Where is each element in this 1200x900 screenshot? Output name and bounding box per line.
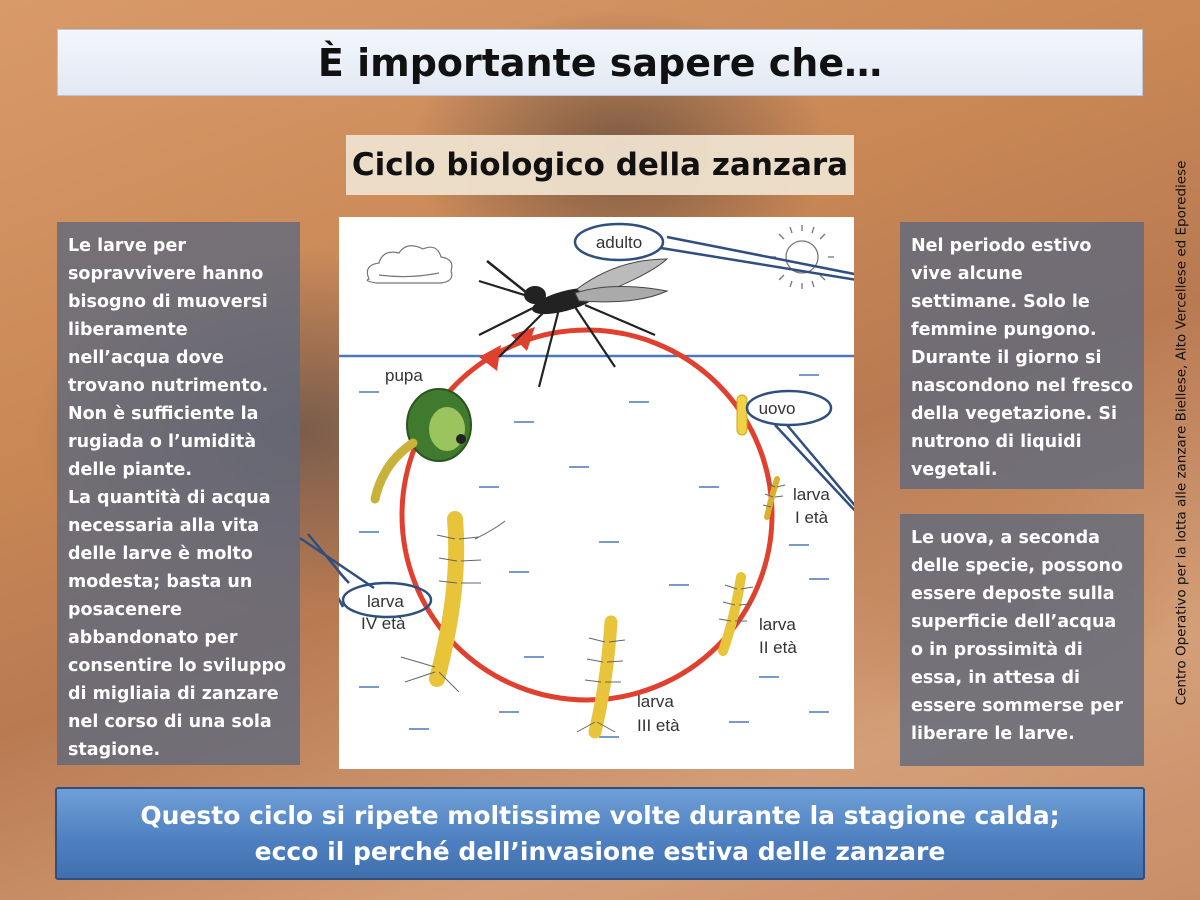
bottom-banner (55, 787, 1145, 880)
larva-3-icon (577, 622, 625, 732)
sun-icon (770, 225, 834, 289)
adult-mosquito-icon (479, 259, 667, 387)
life-cycle-svg (339, 217, 854, 769)
cloud-icon (367, 246, 452, 283)
pupa-icon (375, 389, 471, 499)
diagram-title: Ciclo biologico della zanzara (346, 135, 854, 195)
bottom-banner-line-1: Questo ciclo si ripete moltissime volte durante la stagione calda; (140, 800, 1060, 830)
label-larva4-line1: larva (367, 592, 404, 611)
side-credit-text: Centro Operativo per la lotta alle zanzare Biellese, Alto Vercellese ed Eporediese (1173, 160, 1190, 705)
label-pupa: pupa (385, 366, 423, 385)
larva-2-icon (719, 577, 753, 651)
bottom-banner-line-2: ecco il perché dell’invasione estiva delle zanzare (254, 836, 946, 866)
slide-title: È importante sapere che… (57, 29, 1143, 96)
label-larva1-line1: larva (793, 485, 830, 504)
egg-info-text: Le uova, a seconda delle specie, possono essere deposte sulla superficie dell’acqua o in prossimità di essa, in attesa di essere sommerse per liberare le larve. (911, 528, 1124, 744)
label-larva3-line2: III età (637, 716, 680, 735)
life-cycle-diagram (339, 217, 854, 769)
adult-info-box (900, 222, 1144, 489)
cycle-arrow-icon (479, 345, 501, 371)
label-larva2-line2: II età (759, 638, 797, 657)
egg-icon (737, 395, 747, 435)
larvae-info-box (57, 222, 300, 765)
label-larva4-line2: IV età (361, 614, 406, 633)
larvae-info-paragraph-2: La quantità di acqua necessaria alla vita delle larve è molto modesta; basta un posacenere abbandonato per consentire lo sviluppo di migliaia di zanzare nel corso di una sola stagione. (68, 488, 287, 760)
label-larva2-line1: larva (759, 615, 796, 634)
label-adult: adulto (595, 233, 643, 252)
side-credit (1166, 160, 1196, 705)
larva-4-icon (401, 519, 505, 692)
egg-info-box (900, 514, 1144, 766)
adult-info-text: Nel periodo estivo vive alcune settimane. Solo le femmine pungono. Durante il giorno si nascondono nel fresco della vegetazione. Si nutrono di liquidi vegetali. (911, 236, 1134, 480)
larvae-info-paragraph-1: Le larve per sopravvivere hanno bisogno di muoversi liberamente nell’acqua dove trovano nutrimento. Non è sufficiente la rugiada o l’umidità delle piante. (68, 236, 269, 480)
label-larva1-line2: I età (795, 508, 829, 527)
label-egg: uovo (758, 399, 796, 418)
label-larva3-line1: larva (637, 692, 674, 711)
